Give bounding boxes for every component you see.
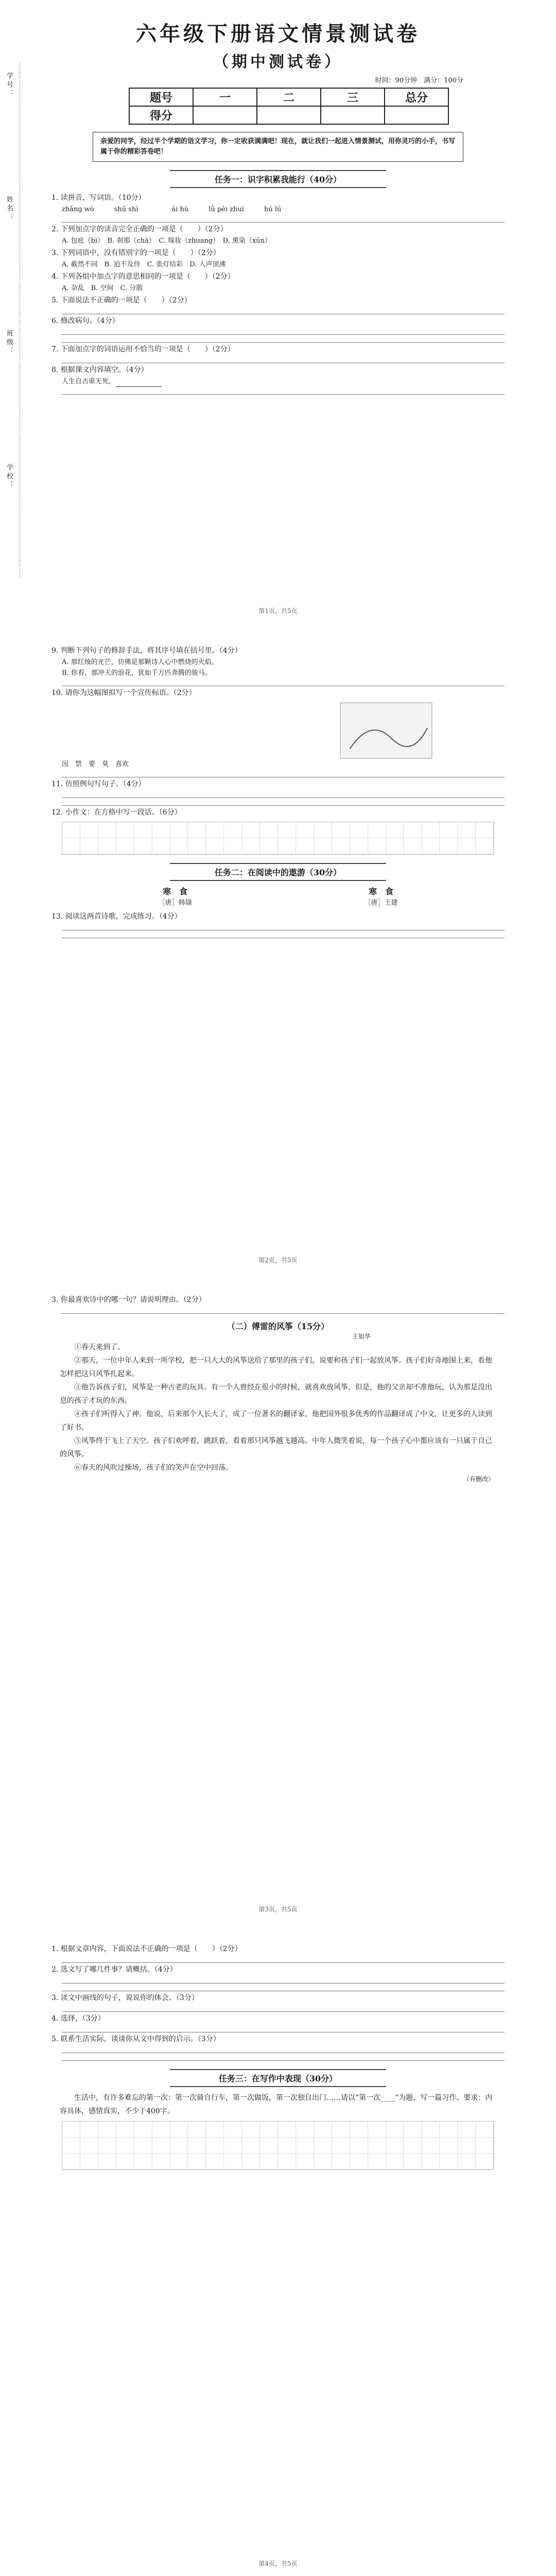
section-heading-1: 任务一：识字积累我能行（40分） [170,170,386,188]
page-number: 第2页，共5页 [258,1257,298,1264]
question: 2. 选文写了哪几件事？请概括。（4分） [51,1965,177,1974]
reading-paragraph: ⑤风筝终于飞上了天空。孩子们欢呼着，跳跃着，看着那只风筝越飞越高。中年人微笑着说，每一个孩子心中都应该有一只属于自己的风筝。 [60,1437,492,1459]
illustration-frame [340,703,432,758]
score-table [129,88,449,125]
poem-title: 寒 食 [162,887,187,896]
question: 5. 联系生活实际，谈谈你从文中得到的启示。（3分） [51,2035,220,2043]
question: 3. 读文中画线的句子，说说你的体会。（3分） [51,1994,199,2002]
instructions-box: 亲爱的同学，经过半个学期的语文学习，你一定收获满满吧！现在，就让我们一起进入情景测试，用你灵巧的小手，书写属于你的精彩答卷吧！ [93,132,463,162]
source-note: （有删改） [463,1476,494,1483]
question: 1. 读拼音，写词语。（10分） [51,194,146,202]
reading-paragraph: ⑥春天的风吹过操场，孩子们的笑声在空中回荡。 [74,1464,233,1472]
poem-author: ［唐］韩翃 [158,899,192,907]
score-header-cell: 二 [257,88,321,106]
score-header-cell: 总分 [385,88,448,106]
score-header-cell: 三 [321,88,385,106]
question: 3. 下列词语中，没有错别字的一项是（ ）（2分） [51,249,220,257]
poem-author: ［唐］王建 [364,899,398,907]
question: 4. 下列各组中加点字的意思相同的一项是（ ）（2分） [51,273,235,281]
reading-paragraph: ③他告诉孩子们，风筝是一种古老的玩具。有一个人曾经在很小的时候，就喜欢放风筝，但是，他的父亲却不准他玩，认为那是没出息的孩子才玩的东西。 [60,1383,492,1405]
poems [72,885,484,907]
answer-line[interactable] [62,394,505,395]
answer-line[interactable] [62,1983,505,1984]
poem-title: 寒 食 [368,887,393,896]
answer-line[interactable] [62,1313,505,1314]
reading-paragraph: ①春天来到了。 [74,1343,125,1351]
side-label-class: 班级： [5,330,13,356]
page-number: 第1页，共5页 [258,607,298,615]
exam-title: 六年级下册语文情景测试卷 [136,22,420,46]
score-header-cell: 一 [193,88,257,106]
side-label-name: 姓名： [5,196,13,222]
question: 2. 下列加点字的读音完全正确的一项是（ ）（2分） [51,225,228,233]
question: 9. 判断下列句子的修辞手法，将其序号填在括号里。（4分） [51,647,242,655]
page-gap [0,1917,556,1932]
side-label-id: 学号： [5,72,13,98]
score-input-cell[interactable] [193,106,257,124]
writing-grid[interactable] [62,822,494,855]
essay-grid[interactable] [62,2121,494,2170]
score-input-cell[interactable] [257,106,321,124]
poem-left [158,885,192,907]
page-number: 第3页，共5页 [258,1906,298,1913]
fill-prompt: 人生自古谁无死， [62,378,116,385]
section-heading-3: 任务三：在写作中表现（30分） [170,2069,386,2087]
options: A. 包庇（bì） B. 刹那（chà） C. 嫁妆（zhuang） D. 熏染（xūn） [62,237,271,245]
answer-line[interactable] [62,2060,505,2061]
side-label-school: 学校： [5,464,13,490]
student-info-margin [4,62,25,577]
exam-subtitle: （期中测试卷） [213,53,343,71]
score-input-cell[interactable] [385,106,448,124]
reading-paragraph: ④孩子们听得入了神。他说，后来那个人长大了，成了一位著名的翻译家，他把国外很多优秀的作品翻译成了中文，让更多的人读到了好书。 [60,1410,492,1432]
illustration [340,702,432,759]
exam-page-2 [31,634,525,1267]
page-gap [0,2571,556,2576]
answer-line[interactable] [62,342,505,343]
reading-author: 王如华 [352,1333,371,1340]
fill-blank[interactable] [115,379,162,387]
score-row-label: 得分 [129,106,193,124]
question: 4. 选择，（3分） [51,2014,105,2023]
question: 3. 你最喜欢诗中的哪一句？请说明理由。（2分） [51,1296,206,1304]
question: 11. 仿照例句写句子。（4分） [51,780,146,788]
writing-prompt: 生活中，有许多难忘的第一次：第一次骑自行车，第一次做饭，第一次独自出门……请以“第一次____”为题，写一篇习作。要求：内容具体，感情真实，不少于400字。 [60,2094,493,2115]
question: 5. 下面说法不正确的一项是（ ）（2分） [51,296,192,304]
question: 13. 阅读这两首诗歌，完成练习。（4分） [51,912,182,921]
score-input-cell[interactable] [321,106,385,124]
time-score-line: 时间：90分钟 满分：100分 [375,77,463,84]
reading-paragraph: ②那天，一位中年人来到一所学校，把一只大大的风筝送给了那里的孩子们，说要和孩子们一起放风筝。孩子们好奇地围上来，看他怎样把这只风筝扎起来。 [60,1357,492,1378]
option: A. 那红烛的光芒，仿佛是那颗诗人心中燃烧的火焰。 [62,658,218,666]
question: 10. 请你为这幅图拟写一个宣传标语。（2分） [51,689,196,697]
option: B. 你看，那冲天的浪花，犹如千万匹奔腾的骏马。 [62,669,212,677]
options: A. 截然不同 B. 迫不及待 C. 张灯结彩 D. 人声顶沸 [62,261,226,268]
answer-line[interactable] [62,805,505,806]
page-gap [0,1267,556,1283]
pinyin-line: zhǎng wò shū shì ài hù lǜ pèi zhuì hú lú [62,206,282,213]
section-heading-2: 任务二：在阅读中的遨游（30分） [170,863,386,881]
exam-page-4 [31,1932,525,2571]
options: A. 杂乱 B. 空间 C. 分散 [62,284,143,292]
page-number: 第4页，共5页 [258,2560,298,2567]
question: 6. 修改病句。（4分） [51,317,119,325]
fill-line [62,376,505,387]
word-bank: 因 禁 要 莫 喜欢 [62,760,129,768]
page-gap [0,618,556,634]
answer-line[interactable] [62,1962,505,1963]
answer-line[interactable] [62,334,505,335]
question: 8. 根据课文内容填空。（4分） [51,366,148,374]
score-header-cell: 题号 [129,88,193,106]
question: 1. 根据文章内容，下面说法不正确的一项是（ ）（2分） [51,1945,242,1953]
reading-title: （二）傅雷的风筝（15分） [227,1321,329,1331]
answer-line[interactable] [62,2011,505,2012]
poem-right [364,885,397,907]
question: 12. 小作文：在方格中写一段话。（6分） [51,808,182,817]
question: 7. 下面加点字的词语运用不恰当的一项是（ ）（2分） [51,345,235,353]
exam-page-3 [31,1283,525,1917]
answer-line[interactable] [62,222,505,223]
exam-page-1 [5,0,525,618]
